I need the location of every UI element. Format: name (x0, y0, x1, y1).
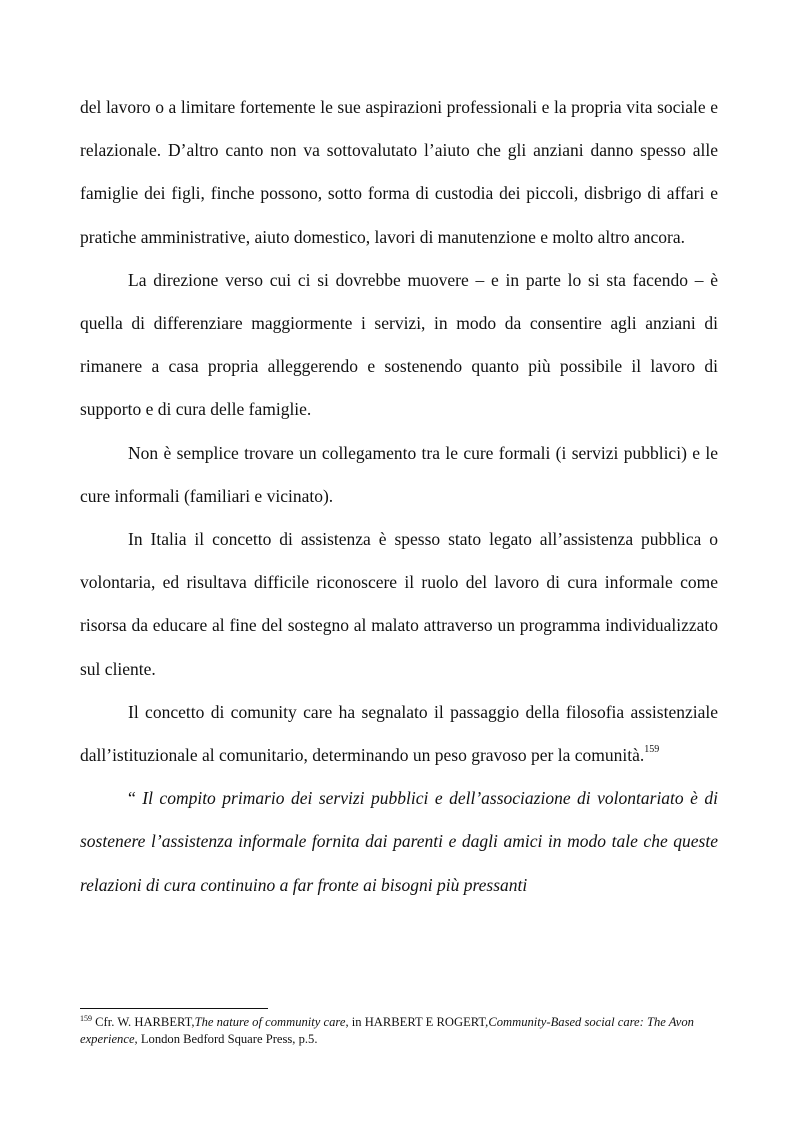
quote-paragraph (80, 777, 718, 907)
footnote-reference[interactable]: 159 (644, 744, 660, 756)
footnote-title-1: The nature of community care (194, 1015, 346, 1029)
footnote-title-2: Community-Based social care: The Avon experience, (80, 1015, 694, 1046)
footnote-middle: , in HARBERT E ROGERT, (345, 1015, 489, 1029)
paragraph-2: La direzione verso cui ci si dovrebbe muovere – e in parte lo si sta facendo – è quella di differenziare maggiormente i servizi, in modo da consentire agli anziani di rimanere a casa propria alleggerendo e sostenendo quanto più possibile il lavoro di supporto e di cura delle famiglie. (80, 269, 718, 420)
paragraph-1: del lavoro o a limitare fortemente le sue aspirazioni professionali e la propria vita sociale e relazionale. D’altro canto non va sottovalutato l’aiuto che gli anziani danno spesso alle famiglie dei figli, finche possono, sotto forma di custodia dei piccoli, disbrigo di affari e pratiche amministrative, aiuto domestico, lavori di manutenzione e molto altro ancora. (80, 97, 718, 247)
quote-text: Il compito primario dei servizi pubblici e dell’associazione di volontariato è di sostenere l’assistenza informale fornita dai parenti e dagli amici in modo tale che queste relazioni di cura continuino a far fronte ai bisogni più pressanti (80, 788, 718, 895)
page-body (80, 86, 718, 907)
footnote-prefix: Cfr. W. HARBERT, (95, 1015, 195, 1029)
paragraph-4: In Italia il concetto di assistenza è spesso stato legato all’assistenza pubblica o volontaria, ed risultava difficile riconoscere il ruolo del lavoro di cura informale come risorsa da educare al fine del sostegno al malato attraverso un programma individualizzato sul cliente. (80, 529, 718, 679)
footnote-number: 159 (80, 1013, 92, 1023)
footnote-divider (80, 1008, 268, 1009)
paragraph-3: Non è semplice trovare un collegamento tra le cure formali (i servizi pubblici) e le cure informali (familiari e vicinato). (80, 442, 718, 506)
quote-open-mark: “ (128, 788, 136, 809)
footnote (80, 1014, 720, 1048)
footnote-suffix: London Bedford Square Press, p.5. (137, 1032, 318, 1046)
paragraph-5 (80, 691, 718, 777)
paragraph-5-text: Il concetto di comunity care ha segnalato il passaggio della filosofia assistenziale dall’istituzionale al comunitario, determinando un peso gravoso per la comunità. (80, 701, 718, 766)
